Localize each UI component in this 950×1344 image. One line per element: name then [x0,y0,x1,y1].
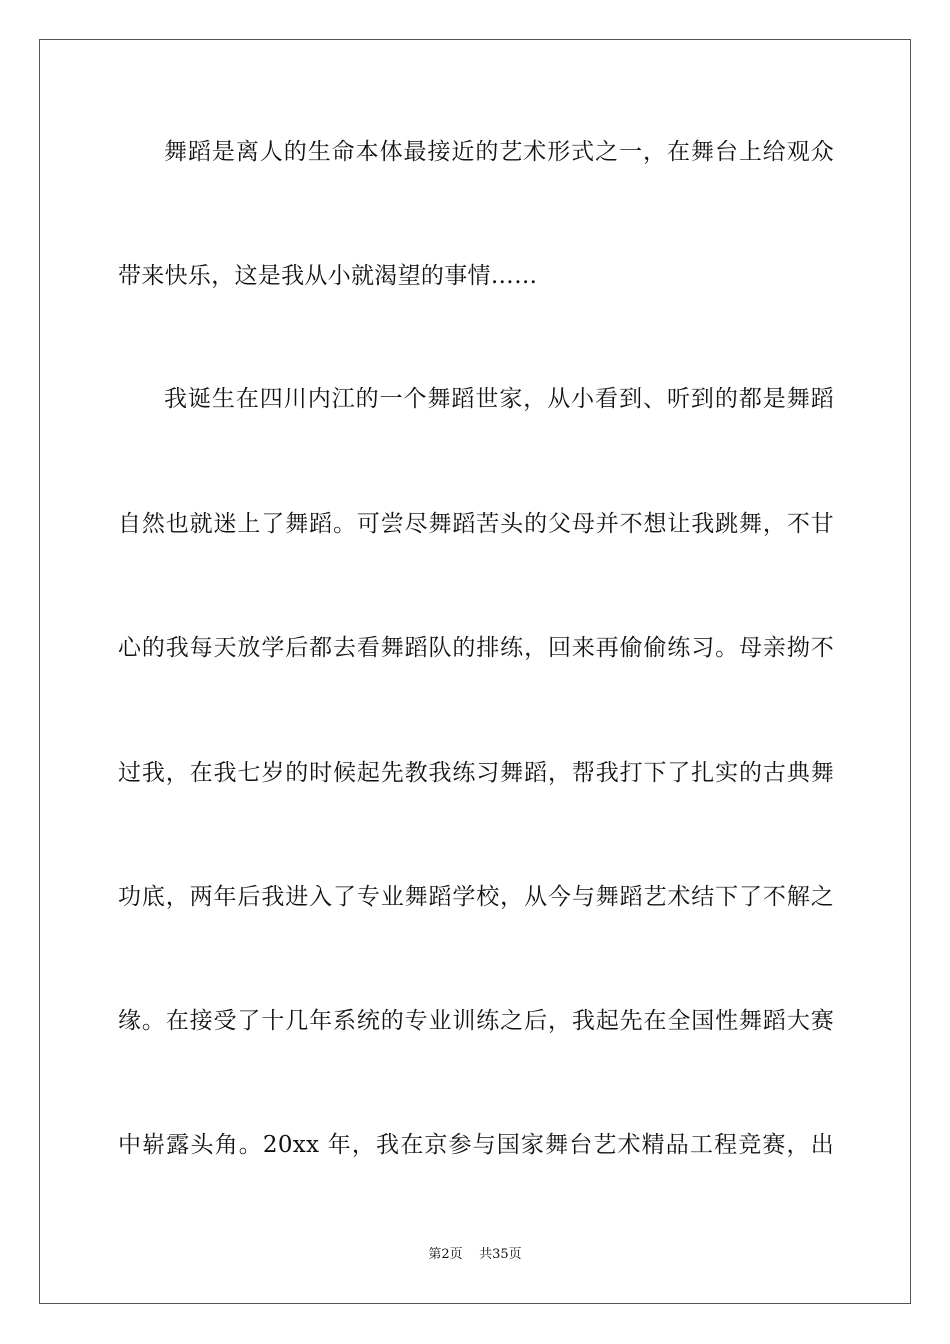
page-total: 共35页 [479,1247,522,1262]
body-line-9: 中崭露头角。20xx 年，我在京参与国家舞台艺术精品工程竞赛，出 [118,1132,834,1158]
body-line-7: 功底，两年后我进入了专业舞蹈学校，从今与舞蹈艺术结下了不解之 [118,884,834,910]
body-line-5: 心的我每天放学后都去看舞蹈队的排练，回来再偷偷练习。母亲拗不 [118,635,834,661]
body-line-4: 自然也就迷上了舞蹈。可尝尽舞蹈苦头的父母并不想让我跳舞，不甘 [118,511,834,537]
page-number: 第2页 [428,1247,463,1262]
body-line-3: 我诞生在四川内江的一个舞蹈世家，从小看到、听到的都是舞蹈 [164,386,834,412]
body-line-2: 带来快乐，这是我从小就渴望的事情…… [118,263,538,289]
page-border [39,39,911,1304]
body-line-8: 缘。在接受了十几年系统的专业训练之后，我起先在全国性舞蹈大赛 [118,1008,834,1034]
body-line-6: 过我，在我七岁的时候起先教我练习舞蹈，帮我打下了扎实的古典舞 [118,760,834,786]
body-line-1: 舞蹈是离人的生命本体最接近的艺术形式之一，在舞台上给观众 [164,139,834,165]
page-footer [0,1246,950,1264]
